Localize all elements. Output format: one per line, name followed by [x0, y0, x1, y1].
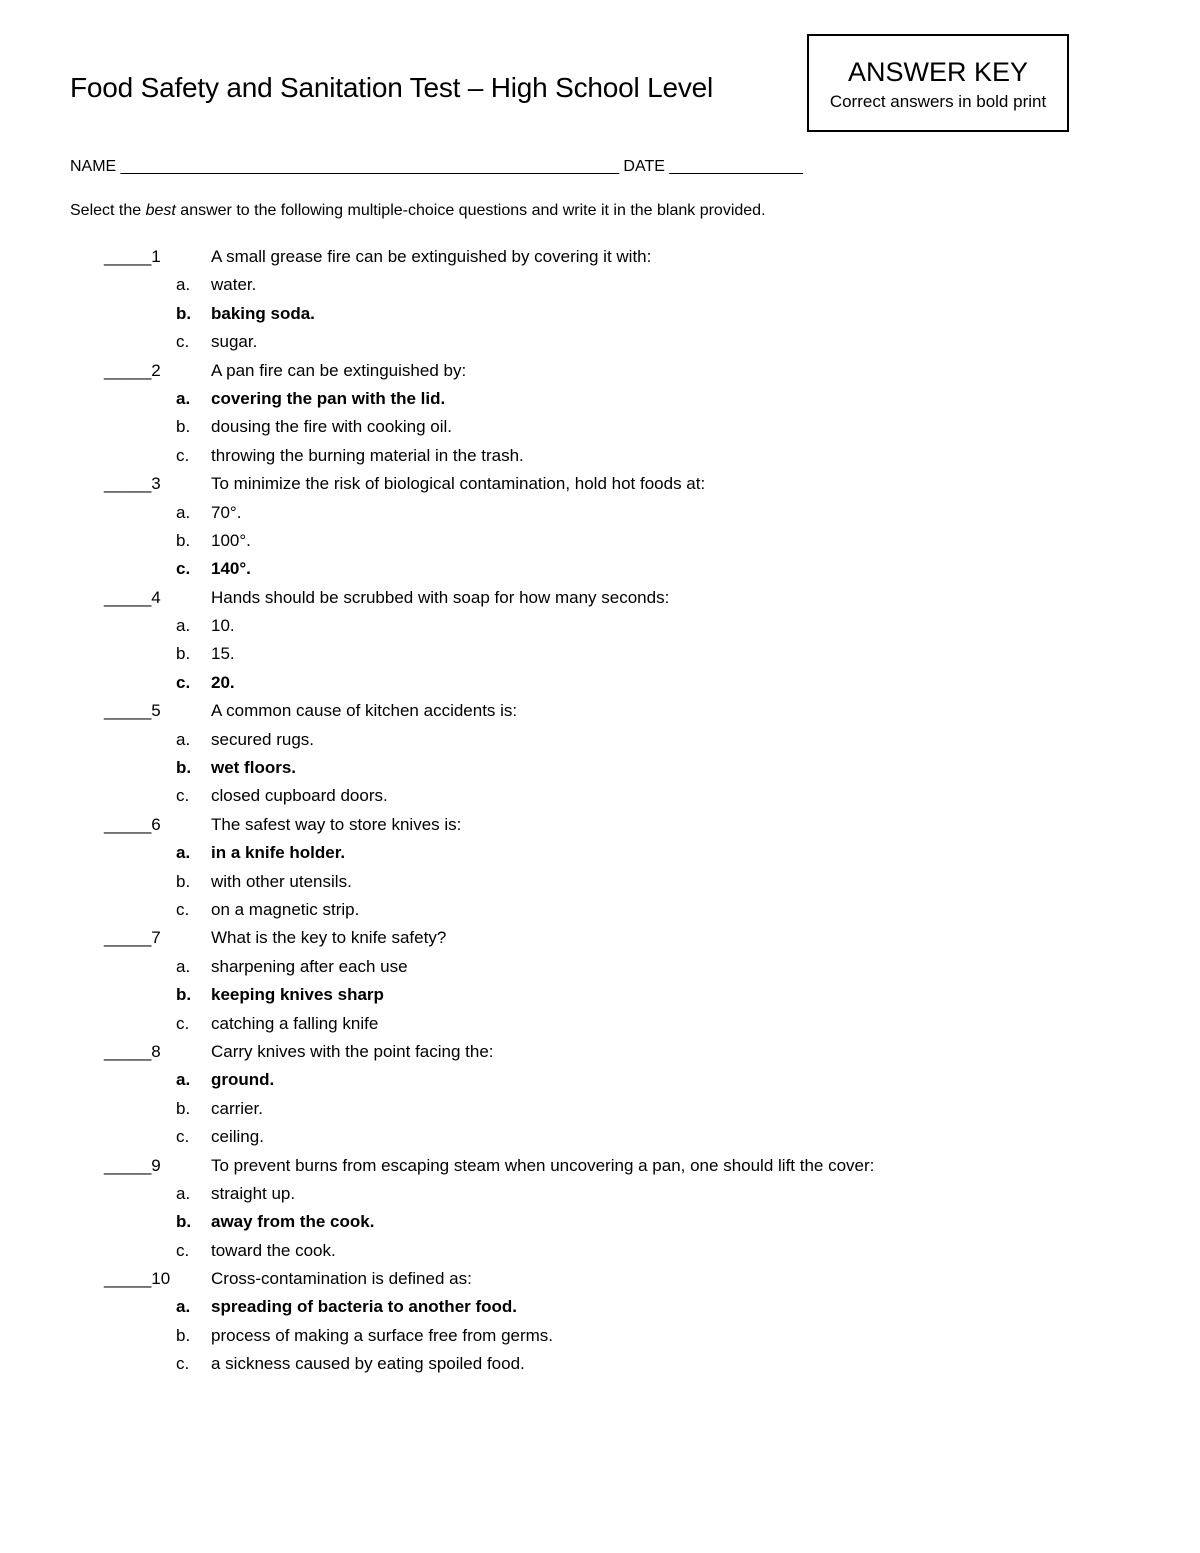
- option-letter: c.: [176, 899, 190, 919]
- question-number: 5: [151, 701, 161, 721]
- question-text: What is the key to knife safety?: [211, 928, 447, 948]
- option-letter: b.: [176, 644, 191, 664]
- option-letter: c.: [176, 559, 191, 579]
- option-letter: b.: [176, 1325, 191, 1345]
- answer-blank-line: _____: [104, 360, 152, 380]
- option-text: closed cupboard doors.: [211, 786, 388, 806]
- option-row: [0, 640, 1200, 668]
- option-row-correct: [0, 981, 1200, 1009]
- option-letter: a.: [176, 729, 191, 749]
- option-text: 70°.: [211, 502, 242, 522]
- option-text: covering the pan with the lid.: [211, 388, 446, 408]
- question-text: The safest way to store knives is:: [211, 814, 462, 834]
- option-letter: c.: [176, 332, 190, 352]
- option-text: process of making a surface free from germs.: [211, 1325, 554, 1345]
- option-text: catching a falling knife: [211, 1013, 379, 1033]
- instructions-emphasis: best: [145, 202, 176, 219]
- option-text: toward the cook.: [211, 1240, 336, 1260]
- answer-blank-line: _____: [104, 247, 152, 266]
- option-letter: c.: [176, 1127, 190, 1147]
- option-letter: c.: [176, 1354, 190, 1374]
- option-text: 140°.: [211, 559, 251, 579]
- answer-key-box: [807, 34, 1069, 132]
- option-row: [0, 1350, 1200, 1378]
- option-letter: b.: [176, 758, 192, 778]
- page-title: Food Safety and Sanitation Test – High School Level: [70, 72, 714, 103]
- option-letter: a.: [176, 1070, 191, 1090]
- option-letter: a.: [176, 388, 191, 408]
- option-text: water.: [211, 275, 257, 295]
- answer-blank-line: _____: [104, 1155, 152, 1175]
- option-row: [0, 1095, 1200, 1123]
- option-text: throwing the burning material in the trash.: [211, 445, 524, 465]
- option-text: keeping knives sharp: [211, 985, 384, 1005]
- answer-blank: [104, 924, 161, 952]
- answer-blank: [104, 697, 161, 725]
- answer-blank: [104, 243, 161, 271]
- option-text: straight up.: [211, 1183, 296, 1203]
- option-text: spreading of bacteria to another food.: [211, 1297, 518, 1317]
- option-letter: a.: [176, 843, 191, 863]
- question-number: 7: [151, 928, 161, 948]
- answer-blank: [104, 1038, 161, 1066]
- option-row: [0, 527, 1200, 555]
- answer-key-heading: ANSWER KEY: [847, 57, 1029, 87]
- option-letter: b.: [176, 1098, 191, 1118]
- question-text: A common cause of kitchen accidents is:: [211, 701, 518, 721]
- question-row: [0, 1152, 1200, 1180]
- question-text: To prevent burns from escaping steam when uncovering a pan, one should lift the cover:: [211, 1155, 875, 1175]
- answer-blank: [104, 811, 161, 839]
- option-text: wet floors.: [211, 758, 297, 778]
- question-row: [0, 584, 1200, 612]
- option-text: dousing the fire with cooking oil.: [211, 417, 452, 437]
- option-row: [0, 1237, 1200, 1265]
- option-text: baking soda.: [211, 303, 315, 323]
- option-row-correct: [0, 839, 1200, 867]
- option-row: [0, 328, 1200, 356]
- option-row: [0, 1010, 1200, 1038]
- option-row: [0, 612, 1200, 640]
- answer-key-subtext: Correct answers in bold print: [829, 92, 1047, 111]
- option-text: with other utensils.: [211, 871, 352, 891]
- question-number: 9: [151, 1155, 161, 1175]
- option-row: [0, 442, 1200, 470]
- option-text: sugar.: [211, 332, 258, 352]
- option-letter: b.: [176, 1212, 192, 1232]
- question-text: Hands should be scrubbed with soap for how many seconds:: [211, 587, 670, 607]
- answer-blank: [104, 584, 161, 612]
- question-number: 3: [151, 474, 161, 494]
- instructions: [70, 202, 766, 220]
- option-text: 20.: [211, 672, 235, 692]
- option-text: secured rugs.: [211, 729, 314, 749]
- question-number: 4: [151, 587, 161, 607]
- question-row: [0, 470, 1200, 498]
- option-letter: b.: [176, 871, 191, 891]
- question-text: A small grease fire can be extinguished by covering it with:: [211, 247, 652, 266]
- option-letter: c.: [176, 672, 191, 692]
- option-row: [0, 868, 1200, 896]
- option-text: 100°.: [211, 530, 251, 550]
- option-row: [0, 499, 1200, 527]
- option-text: 10.: [211, 616, 235, 636]
- option-letter: c.: [176, 1240, 190, 1260]
- option-row: [0, 782, 1200, 810]
- option-row-correct: [0, 555, 1200, 583]
- question-row: [0, 357, 1200, 385]
- answer-blank-line: _____: [104, 1269, 152, 1289]
- question-list: [0, 243, 1200, 1379]
- option-row-correct: [0, 669, 1200, 697]
- option-letter: a.: [176, 1183, 191, 1203]
- option-letter: a.: [176, 616, 191, 636]
- option-text: in a knife holder.: [211, 843, 346, 863]
- option-text: 15.: [211, 644, 235, 664]
- question-row: [0, 811, 1200, 839]
- option-row-correct: [0, 1293, 1200, 1321]
- option-letter: b.: [176, 303, 192, 323]
- answer-blank: [104, 1152, 161, 1180]
- option-letter: a.: [176, 956, 191, 976]
- option-row: [0, 413, 1200, 441]
- answer-blank-line: _____: [104, 587, 152, 607]
- option-letter: b.: [176, 530, 191, 550]
- question-row: [0, 924, 1200, 952]
- answer-blank-line: _____: [104, 1041, 152, 1061]
- option-letter: a.: [176, 1297, 191, 1317]
- option-text: on a magnetic strip.: [211, 899, 360, 919]
- option-letter: c.: [176, 1013, 190, 1033]
- name-date-line: NAME ________________________________________________________ DATE _______________: [70, 158, 803, 175]
- option-row: [0, 726, 1200, 754]
- answer-blank: [104, 470, 161, 498]
- option-row-correct: [0, 754, 1200, 782]
- answer-blank: [104, 1265, 170, 1293]
- option-row: [0, 271, 1200, 299]
- question-number: 8: [151, 1041, 161, 1061]
- answer-blank-line: _____: [104, 474, 152, 494]
- option-text: ground.: [211, 1070, 275, 1090]
- question-row: [0, 1038, 1200, 1066]
- option-text: a sickness caused by eating spoiled food.: [211, 1354, 525, 1374]
- option-text: carrier.: [211, 1098, 263, 1118]
- question-number: 2: [151, 360, 161, 380]
- question-row: [0, 243, 1200, 271]
- option-row-correct: [0, 1066, 1200, 1094]
- instructions-before: Select the: [70, 202, 146, 219]
- option-text: ceiling.: [211, 1127, 264, 1147]
- question-text: A pan fire can be extinguished by:: [211, 360, 467, 380]
- option-letter: c.: [176, 786, 190, 806]
- option-letter: b.: [176, 417, 191, 437]
- question-row: [0, 1265, 1200, 1293]
- instructions-after: answer to the following multiple-choice questions and write it in the blank provided.: [175, 202, 766, 219]
- option-letter: c.: [176, 445, 190, 465]
- option-row-correct: [0, 1208, 1200, 1236]
- answer-blank-line: _____: [104, 814, 152, 834]
- question-number: 1: [151, 247, 161, 266]
- option-row: [0, 953, 1200, 981]
- answer-blank-line: _____: [104, 928, 152, 948]
- option-row: [0, 1180, 1200, 1208]
- option-letter: a.: [176, 275, 191, 295]
- option-row: [0, 896, 1200, 924]
- option-text: away from the cook.: [211, 1212, 375, 1232]
- option-row-correct: [0, 385, 1200, 413]
- question-text: Cross-contamination is defined as:: [211, 1269, 472, 1289]
- answer-blank: [104, 357, 161, 385]
- answer-blank-line: _____: [104, 701, 152, 721]
- option-row: [0, 1123, 1200, 1151]
- option-letter: a.: [176, 502, 191, 522]
- option-text: sharpening after each use: [211, 956, 408, 976]
- option-row-correct: [0, 300, 1200, 328]
- question-row: [0, 697, 1200, 725]
- option-row: [0, 1322, 1200, 1350]
- question-text: Carry knives with the point facing the:: [211, 1041, 494, 1061]
- question-text: To minimize the risk of biological contamination, hold hot foods at:: [211, 474, 706, 494]
- question-number: 6: [151, 814, 161, 834]
- question-number: 10: [151, 1269, 171, 1289]
- option-letter: b.: [176, 985, 192, 1005]
